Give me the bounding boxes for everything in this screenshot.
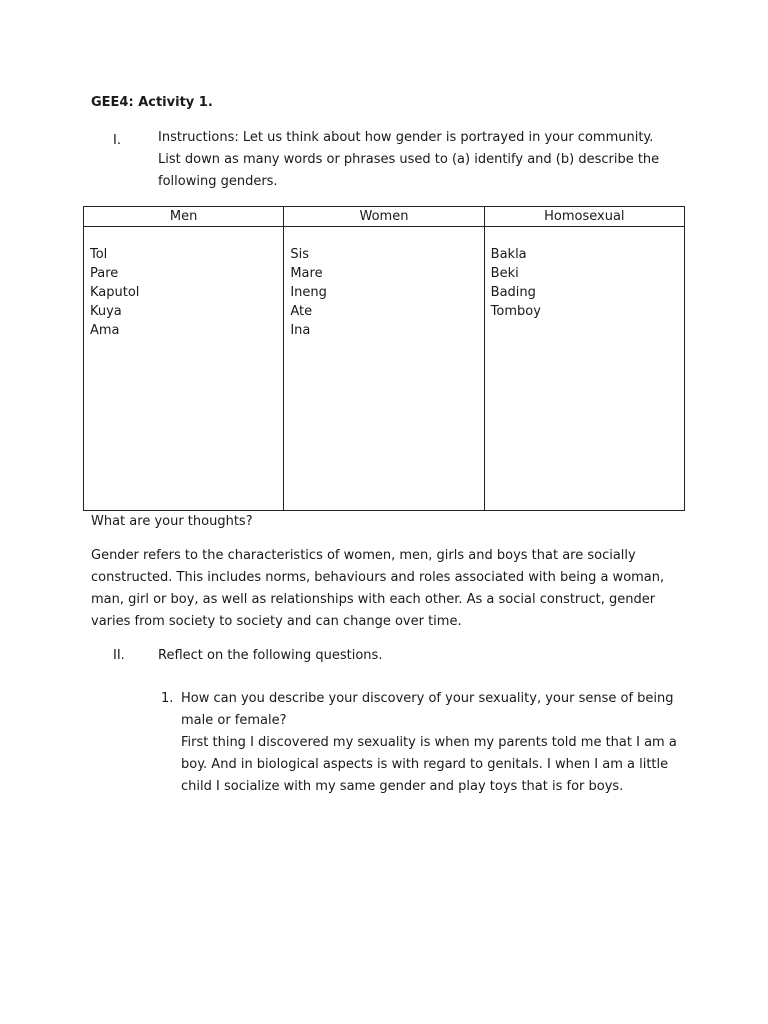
- list-item: Bading: [490, 285, 536, 300]
- question-1-text: How can you describe your discovery of your sexuality, your sense of being male or female?: [181, 691, 674, 728]
- homosexual-cell: [484, 227, 684, 511]
- question-1-answer: First thing I discovered my sexuality is when my parents told me that I am a boy. And in biological aspects is with regard to genitals. I when I am a little child I socialize with my same gender and play toys that is for boys.: [181, 735, 677, 794]
- men-cell: [84, 227, 284, 511]
- gender-terms-table: [83, 206, 685, 511]
- list-item: Sis: [290, 247, 309, 262]
- list-item: Bakla: [490, 247, 527, 262]
- list-item: Kaputol: [90, 285, 140, 300]
- document-title: GEE4: Activity 1.: [91, 95, 213, 110]
- list-item: Beki: [490, 266, 519, 281]
- list-item: Ate: [290, 304, 313, 319]
- column-header-men: Men: [84, 207, 284, 227]
- table-header-row: [84, 207, 685, 227]
- section-2-number: II.: [113, 648, 125, 663]
- thoughts-answer: Gender refers to the characteristics of women, men, girls and boys that are socially constructed. This includes norms, behaviours and roles associated with being a woman, man, girl or boy, as well as relationships with each other. As a social construct, gender varies from society to society and can change over time.: [91, 548, 665, 629]
- section-1-number: I.: [113, 133, 121, 148]
- list-item: Ina: [290, 323, 311, 338]
- question-1-number: 1.: [161, 691, 174, 706]
- list-item: Ama: [90, 323, 120, 338]
- homosexual-terms-list: [485, 227, 684, 321]
- list-item: Ineng: [290, 285, 327, 300]
- column-header-women: Women: [284, 207, 484, 227]
- list-item: Mare: [290, 266, 323, 281]
- women-cell: [284, 227, 484, 511]
- list-item: Tol: [90, 247, 108, 262]
- list-item: Kuya: [90, 304, 122, 319]
- table-row: [84, 227, 685, 511]
- section-1-instructions: Instructions: Let us think about how gender is portrayed in your community. List down as many words or phrases used to (a) identify and (b) describe the following genders.: [158, 130, 660, 189]
- women-terms-list: [284, 227, 483, 340]
- list-item: Tomboy: [490, 304, 541, 319]
- list-item: Pare: [90, 266, 119, 281]
- section-2-text: Reflect on the following questions.: [158, 648, 383, 663]
- column-header-homosexual: Homosexual: [484, 207, 684, 227]
- men-terms-list: [84, 227, 283, 340]
- thoughts-question: What are your thoughts?: [91, 514, 253, 529]
